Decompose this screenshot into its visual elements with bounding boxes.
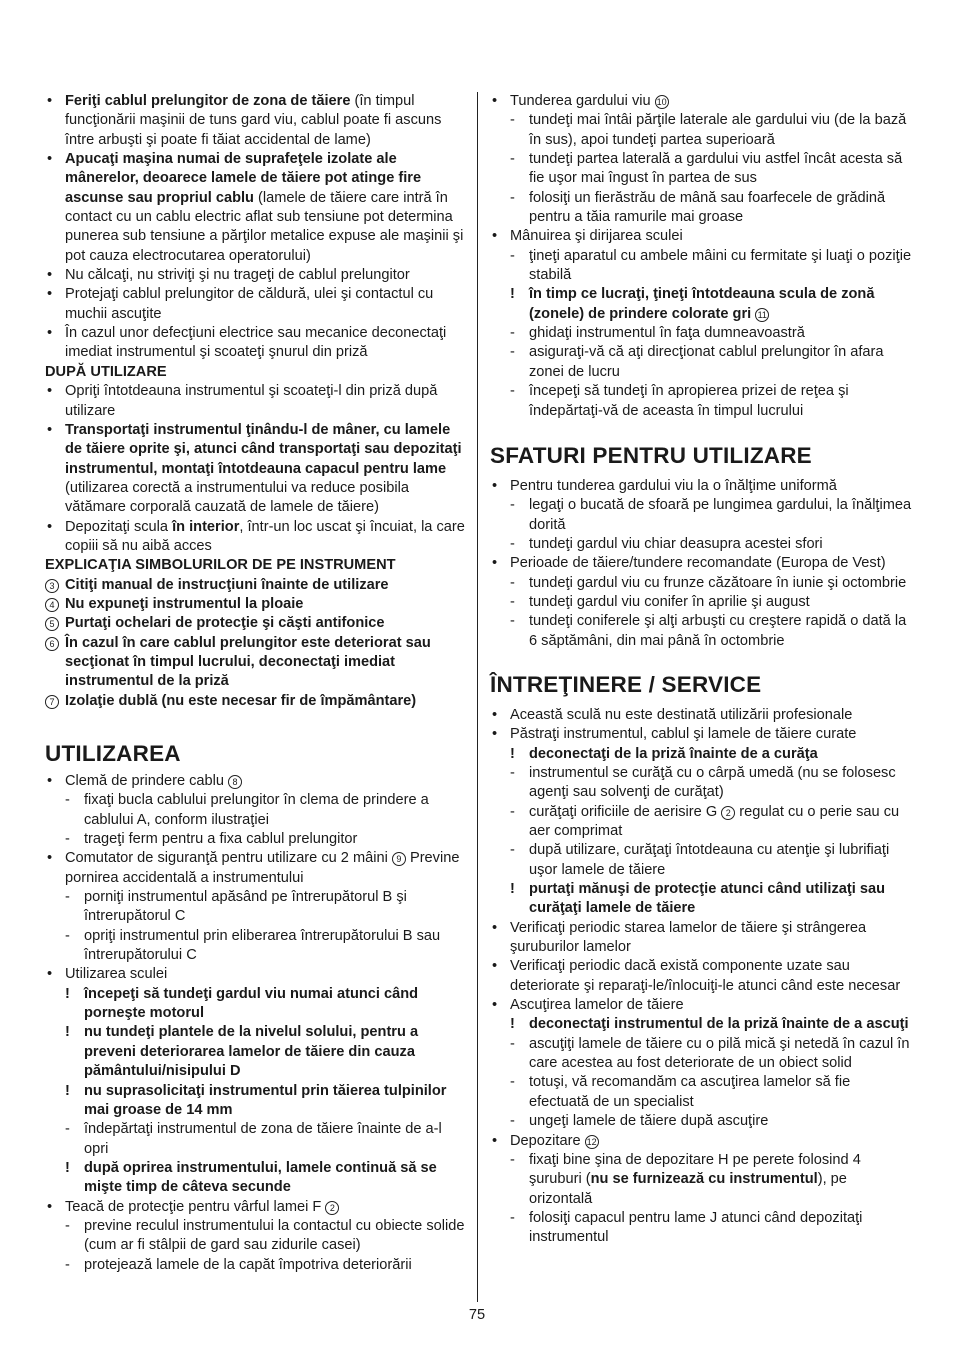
bullet-item — [490, 92, 914, 111]
bold-text: Purtaţi ochelari de protecţie şi căşti antifonice — [65, 615, 385, 632]
bold-text: Citiţi manual de instrucţiuni înainte de utilizare — [65, 576, 389, 593]
dash-subitem — [490, 1209, 914, 1248]
bullet-item — [45, 382, 469, 421]
bullet-item — [45, 772, 469, 791]
text: Ascuţirea lamelor de tăiere — [510, 997, 684, 1014]
symbol-item — [45, 692, 469, 711]
dash-subitem — [490, 150, 914, 189]
bold-text: DUPĂ UTILIZARE — [45, 363, 167, 380]
bold-text: Feriţi cablul prelungitor de zona de tăiere — [65, 93, 351, 109]
bold-text: după oprirea instrumentului, lamele continuă să se mişte timp de câteva secunde — [84, 1159, 437, 1196]
bullet-item — [45, 421, 469, 518]
text: ungeţi lamele de tăiere după ascuţire — [529, 1113, 769, 1130]
warning-note — [45, 1023, 469, 1081]
text: Păstraţi instrumentul, cablul şi lamele de tăiere curate — [510, 726, 857, 743]
bold-text: Apucaţi maşina numai de suprafeţele izolate ale mânerelor, deoarece lamele de tăiere pot atinge fire ascunse sau propriul cablu — [65, 151, 422, 206]
bullet-item — [45, 1198, 469, 1217]
text: tundeţi gardul viu chiar deasupra acestei sfori — [529, 535, 823, 552]
bold-text: SFATURI PENTRU UTILIZARE — [490, 442, 812, 468]
text: fixaţi bucla cablului prelungitor în clema de prindere a cablului A, conform ilustraţiei — [84, 792, 429, 828]
warning-note — [490, 745, 914, 764]
text: asiguraţi-vă că aţi direcţionat cablul prelungitor în afara zonei de lucru — [529, 344, 884, 380]
text: tundeţi partea laterală a gardului viu astfel încât acesta să fie uşor mai îngust în partea de sus — [529, 151, 903, 187]
dash-subitem — [45, 927, 469, 966]
bullet-item — [490, 957, 914, 996]
bold-text: nu se furnizează cu instrumentul — [590, 1171, 818, 1188]
text: Perioade de tăiere/tundere recomandate (Europa de Vest) — [510, 555, 886, 572]
text: ), pe orizontală — [529, 1171, 847, 1207]
circled-number-icon: 5 — [45, 617, 59, 631]
dash-subitem — [490, 1112, 914, 1131]
text: trageţi ferm pentru a fixa cablul prelungitor — [84, 831, 358, 848]
dash-subitem — [45, 888, 469, 927]
warning-note — [490, 1015, 914, 1034]
text: Nu călcaţi, nu striviţi şi nu trageţi de cablul prelungitor — [65, 267, 410, 284]
dash-subitem — [490, 764, 914, 803]
text: tundeţi coniferele şi alţi arbuşti cu creştere rapidă o dată la 6 săptămâni, din mai până în octombrie — [529, 613, 907, 649]
bullet-item — [490, 725, 914, 744]
text: , într-un loc uscat şi încuiat, la care copiii să nu aibă acces — [65, 518, 465, 554]
text: (lamele de tăiere care intră în contact cu un cablu electric aflat sub tensiune pot determina punerea sub tensiune a părţilor metalice expuse ale maşinii şi pot cauza electrocutarea operatorului) — [65, 189, 464, 264]
circled-number-icon: 6 — [45, 637, 59, 651]
dash-subitem — [490, 1151, 914, 1209]
bold-text: nu suprasolicitaţi instrumentul prin tăierea tulpinilor mai groase de 14 mm — [84, 1082, 447, 1118]
subheading — [45, 363, 469, 382]
text: Verificaţi periodic starea lamelor de tăiere şi strângerea şuruburilor lamelor — [510, 919, 867, 956]
text: Tunderea gardului viu — [510, 93, 655, 109]
bullet-item — [490, 554, 914, 573]
bold-text: UTILIZAREA — [45, 741, 181, 766]
dash-subitem — [490, 111, 914, 150]
bold-text: Transportaţi instrumentul ţinându-l de mâner, cu lamele de tăiere oprite şi, atunci când transportaţi sau depozitaţi instrumentul, montaţi întotdeauna capacul pentru lame — [65, 421, 462, 477]
warning-note — [490, 285, 914, 324]
bold-text: începeţi să tundeţi gardul viu numai atunci când porneşte motorul — [84, 985, 419, 1022]
dash-subitem — [490, 841, 914, 880]
text: Opriţi întotdeauna instrumentul şi scoateţi-l din priză după utilizare — [65, 383, 438, 419]
text: ghidaţi instrumentul în faţa dumneavoastră — [529, 325, 805, 342]
text: Protejaţi cablul prelungitor de căldură, ulei şi contactul cu muchii ascuţite — [65, 286, 434, 322]
dash-subitem — [45, 1120, 469, 1159]
warning-note — [490, 880, 914, 919]
bold-text: purtaţi mănuşi de protecţie atunci când utilizaţi sau curăţaţi lamele de tăiere — [529, 881, 885, 917]
right-column — [490, 92, 914, 1248]
text: instrumentul se curăţă cu o cârpă umedă (nu se folosesc agenţi sau solvenţi de curăţat) — [529, 764, 896, 801]
bold-text: deconectaţi de la priză înainte de a curăţa — [529, 745, 818, 762]
subheading — [45, 556, 469, 575]
text: (în timpul funcţionării maşinii de tuns gard viu, cablul poate fi ascuns între arbuşti şi poate fi tăiat accidental de lame) — [65, 93, 442, 148]
bold-text: deconectaţi instrumentul de la priză înainte de a ascuţi — [529, 1016, 909, 1033]
bullet-item — [490, 1132, 914, 1151]
section-heading — [490, 672, 914, 698]
text: regulat cu o perie sau cu aer comprimat — [529, 803, 900, 839]
text: previne reculul instrumentului la contactul cu obiecte solide (cum ar fi stâlpii de gard sau zidurile casei) — [84, 1217, 465, 1254]
dash-subitem — [490, 574, 914, 593]
text: ţineţi aparatul cu ambele mâini cu fermitate şi luaţi o poziţie stabilă — [529, 247, 912, 284]
bullet-item — [45, 92, 469, 150]
bullet-item — [45, 518, 469, 557]
bullet-item — [490, 227, 914, 246]
circled-number-icon: 2 — [325, 1201, 339, 1215]
symbol-item — [45, 595, 469, 614]
text: protejează lamele de la capăt împotriva deteriorării — [84, 1256, 412, 1273]
text: Pentru tunderea gardului viu la o înălţime uniformă — [510, 477, 837, 494]
bullet-item — [45, 849, 469, 888]
bullet-item — [490, 919, 914, 958]
text: totuşi, vă recomandăm ca ascuţirea lamelor să fie efectuată de un specialist — [529, 1074, 851, 1110]
bold-text: ÎNTREŢINERE / SERVICE — [490, 671, 762, 697]
text: fixaţi bine şina de depozitare H pe perete folosind 4 şuruburi ( — [529, 1151, 861, 1188]
warning-note — [45, 1159, 469, 1198]
bold-text: EXPLICAŢIA SIMBOLURILOR DE PE INSTRUMENT — [45, 557, 396, 574]
dash-subitem — [490, 189, 914, 228]
symbol-item — [45, 634, 469, 692]
warning-note — [45, 985, 469, 1024]
warning-note — [45, 1082, 469, 1121]
bold-text: Izolaţie dublă (nu este necesar fir de împământare) — [65, 692, 417, 709]
bullet-item — [45, 965, 469, 984]
text: începeţi să tundeţi în apropierea prizei de reţea şi îndepărtaţi-vă de aceasta în timpul lucrului — [529, 383, 849, 419]
text: Comutator de siguranţă pentru utilizare cu 2 mâini — [65, 850, 392, 867]
bullet-item — [490, 706, 914, 725]
circled-number-icon: 4 — [45, 598, 59, 612]
text: folosiţi capacul pentru lame J atunci când depozitaţi instrumentul — [529, 1209, 863, 1246]
text: tundeţi mai întâi părţile laterale ale gardului viu (de la bază în sus), apoi tundeţi partea superioară — [529, 112, 907, 148]
circled-number-icon: 3 — [45, 579, 59, 593]
text: Teacă de protecţie pentru vârful lamei F — [65, 1198, 326, 1215]
text: Această sculă nu este destinată utilizării profesionale — [510, 706, 853, 723]
dash-subitem — [490, 1035, 914, 1074]
section-heading — [45, 741, 469, 767]
dash-subitem — [45, 830, 469, 849]
text: Verificaţi periodic dacă există componente uzate sau deteriorate şi reparaţi-le/înlocuiţi-le atunci când este necesar — [510, 958, 901, 994]
bold-text: În cazul în care cablul prelungitor este deteriorat sau secţionat în timpul lucrului, deconectaţi imediat instrumentul de la priză — [65, 634, 431, 690]
text: legaţi o bucată de sfoară pe lungimea gardului, la înălţimea dorită — [529, 497, 912, 533]
bullet-item — [490, 996, 914, 1015]
dash-subitem — [490, 496, 914, 535]
bullet-item — [45, 266, 469, 285]
bold-text: Nu expuneţi instrumentul la ploaie — [65, 595, 304, 612]
text: Mânuirea şi dirijarea sculei — [510, 228, 683, 245]
dash-subitem — [490, 535, 914, 554]
text: Clemă de prindere cablu — [65, 773, 229, 789]
bullet-item — [45, 285, 469, 324]
column-divider — [477, 92, 478, 1302]
text: ascuţiţi lamele de tăiere cu o pilă mică şi netedă în cazul în care acestea au fost deteriorate de un obiect solid — [529, 1035, 910, 1072]
symbol-item — [45, 576, 469, 595]
text: îndepărtaţi instrumentul de zona de tăiere înainte de a-l opri — [84, 1121, 442, 1157]
text: folosiţi un fierăstrău de mână sau foarfecele de grădină pentru a tăia ramurile mai groase — [529, 189, 886, 226]
page-number: 75 — [468, 1307, 486, 1323]
left-column — [45, 92, 469, 1275]
dash-subitem — [45, 791, 469, 830]
dash-subitem — [45, 1217, 469, 1256]
dash-subitem — [490, 324, 914, 343]
circled-number-icon: 2 — [721, 806, 735, 820]
bullet-item — [490, 477, 914, 496]
text: Depozitaţi scula — [65, 518, 173, 535]
text: Utilizarea sculei — [65, 966, 168, 983]
dash-subitem — [490, 612, 914, 651]
text: În cazul unor defecţiuni electrice sau mecanice deconectaţi imediat instrumentul şi scoateţi şnurul din priză — [65, 325, 447, 361]
text: opriţi instrumentul prin eliberarea întrerupătorului B sau întrerupătorului C — [84, 927, 441, 964]
dash-subitem — [490, 803, 914, 842]
text: (utilizarea corectă a instrumentului va reduce posibila vătămare corporală cauzată de lamele de tăiere) — [65, 479, 409, 516]
bullet-item — [45, 150, 469, 266]
text: Depozitare — [510, 1132, 585, 1149]
bold-text: nu tundeţi plantele de la nivelul solului, pentru a preveni deteriorarea lamelor de tăiere din cauza pământului/nisipului D — [84, 1024, 419, 1080]
bold-text: în timp ce lucraţi, ţineţi întotdeauna scula de zonă (zonele) de prindere colorate gri — [529, 286, 875, 322]
circled-number-icon: 11 — [755, 308, 769, 322]
circled-number-icon: 12 — [586, 1136, 597, 1147]
dash-subitem — [490, 593, 914, 612]
text: tundeţi gardul viu cu frunze căzătoare în iunie şi octombrie — [529, 574, 907, 591]
dash-subitem — [490, 343, 914, 382]
dash-subitem — [45, 1256, 469, 1275]
symbol-item — [45, 614, 469, 633]
circled-number-icon: 8 — [228, 775, 242, 789]
circled-number-icon: 9 — [392, 852, 406, 866]
dash-subitem — [490, 382, 914, 421]
circled-number-icon: 10 — [656, 97, 667, 107]
section-heading — [490, 443, 914, 469]
dash-subitem — [490, 247, 914, 286]
text: tundeţi gardul viu conifer în aprilie şi august — [529, 593, 810, 610]
bullet-item — [45, 324, 469, 363]
text: curăţaţi orificiile de aerisire G — [529, 803, 722, 820]
dash-subitem — [490, 1073, 914, 1112]
circled-number-icon: 7 — [45, 695, 59, 709]
text: după utilizare, curăţaţi întotdeauna cu atenţie şi lubrifiaţi uşor lamele de tăiere — [529, 842, 890, 878]
text: porniţi instrumentul apăsând pe întrerupătorul B şi întrerupătorul C — [84, 889, 407, 925]
text: Previne pornirea accidentală a instrumentului — [65, 850, 460, 886]
bold-text: în interior — [172, 518, 240, 535]
